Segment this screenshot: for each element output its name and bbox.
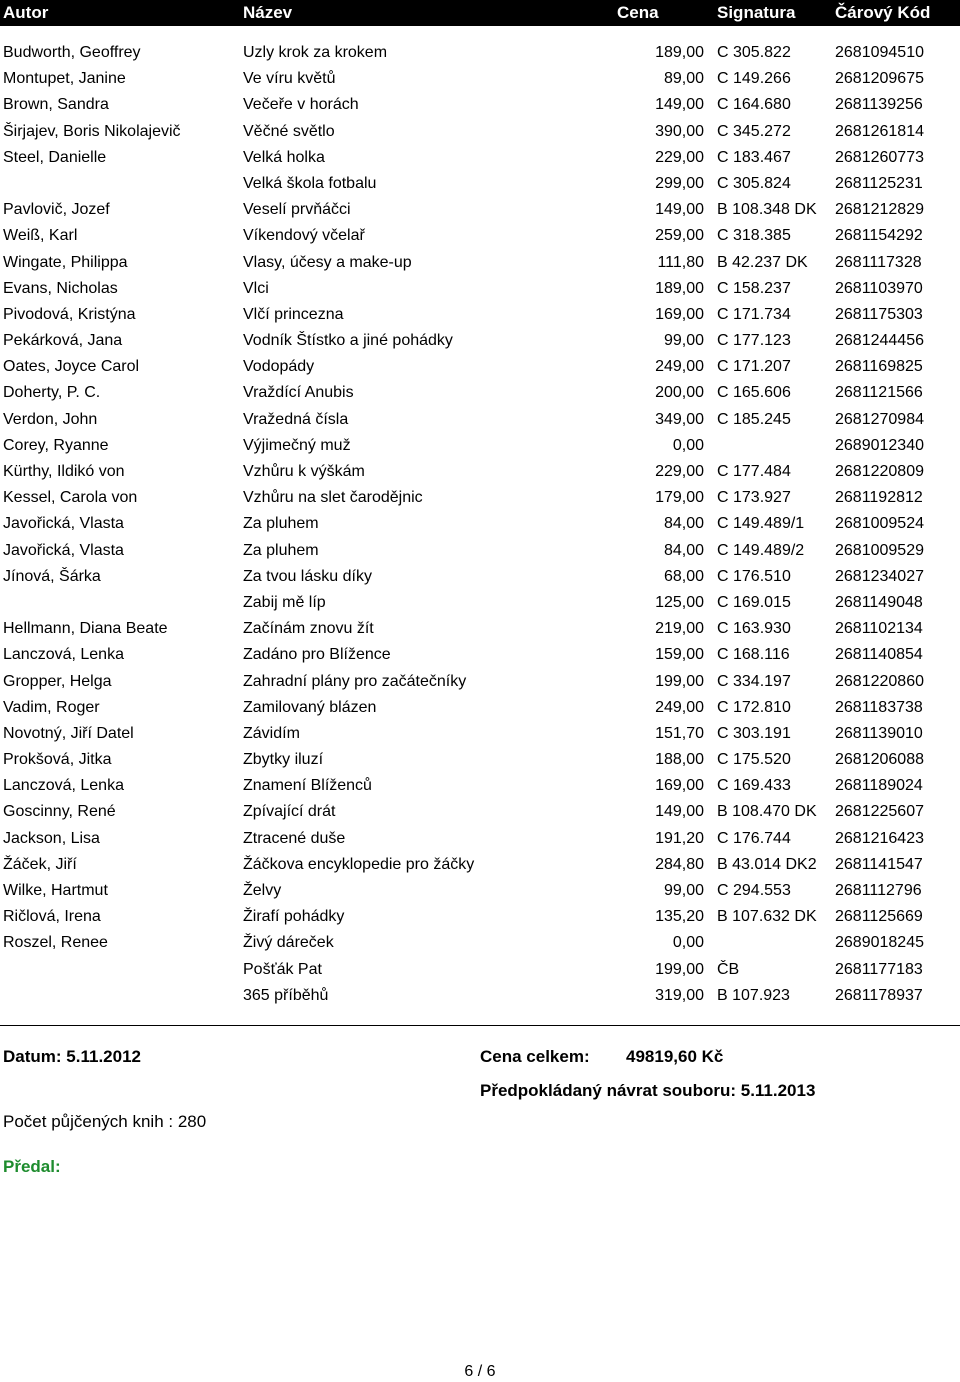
cell-price: 259,00 <box>655 227 704 245</box>
page-number: 6 / 6 <box>464 1363 496 1380</box>
cell-price: 319,00 <box>655 986 704 1004</box>
return-value: 5.11.2013 <box>740 1081 816 1100</box>
cell-author: Lanczová, Lenka <box>3 646 124 664</box>
cell-price: 191,20 <box>655 829 704 847</box>
cell-title: Zpívající drát <box>243 803 336 821</box>
cell-signature: C 318.385 <box>717 227 791 245</box>
cell-signature: C 165.606 <box>717 384 791 402</box>
cell-title: Závidím <box>243 724 300 742</box>
cell-author: Žáček, Jiří <box>3 855 77 873</box>
cell-signature: C 176.510 <box>717 567 791 585</box>
cell-author: Verdon, John <box>3 410 98 428</box>
table-row <box>0 145 960 171</box>
cell-price: 179,00 <box>655 489 704 507</box>
cell-author: Jackson, Lisa <box>3 829 100 847</box>
table-row <box>0 957 960 983</box>
cell-title: Za pluhem <box>243 515 319 533</box>
cell-title: Ztracené duše <box>243 829 346 847</box>
cell-barcode: 2681121566 <box>835 384 923 402</box>
cell-barcode: 2681270984 <box>835 410 924 428</box>
cell-signature: C 173.927 <box>717 489 791 507</box>
cell-barcode: 2681112796 <box>835 882 922 899</box>
cell-price: 89,00 <box>663 70 704 88</box>
cell-author: Pivodová, Kristýna <box>3 305 136 323</box>
cell-title: Znamení Blíženců <box>243 777 372 795</box>
cell-signature: C 158.237 <box>717 279 791 297</box>
cell-author: Steel, Danielle <box>3 148 107 166</box>
cell-title: Velká holka <box>243 148 325 166</box>
table-row <box>0 40 960 66</box>
table-row <box>0 695 960 721</box>
cell-title: Žáčkova encyklopedie pro žáčky <box>243 855 475 873</box>
table-row <box>0 616 960 642</box>
table-row <box>0 538 960 564</box>
cell-author: Vadim, Roger <box>3 698 100 716</box>
cell-barcode: 2681125669 <box>835 908 923 926</box>
cell-signature: C 175.520 <box>717 751 791 769</box>
cell-signature: B 107.632 DK <box>717 908 817 926</box>
cell-barcode: 2681149048 <box>835 593 923 611</box>
cell-signature: C 171.734 <box>717 305 791 323</box>
cell-title: Víkendový včelař <box>243 227 365 245</box>
cell-title: Začínám znovu žít <box>243 620 374 638</box>
table-row <box>0 459 960 485</box>
cell-title: Uzly krok za krokem <box>243 44 388 61</box>
cell-price: 349,00 <box>655 410 704 428</box>
cell-author: Pekárková, Jana <box>3 332 123 350</box>
cell-barcode: 2681103970 <box>835 279 923 297</box>
cell-title: Vzhůru na slet čarodějnic <box>243 489 423 507</box>
cell-title: Ve víru květů <box>243 70 336 88</box>
cell-title: Žirafí pohádky <box>243 908 345 926</box>
cell-barcode: 2681117328 <box>835 253 922 271</box>
cell-price: 149,00 <box>655 201 704 219</box>
table-row <box>0 119 960 145</box>
cell-title: Velká škola fotbalu <box>243 174 377 192</box>
cell-price: 68,00 <box>663 567 704 585</box>
footer-divider <box>0 1025 960 1026</box>
column-header-title: Název <box>243 3 293 22</box>
cell-signature: C 168.116 <box>717 646 790 664</box>
cell-price: 149,00 <box>655 803 704 821</box>
table-row <box>0 380 960 406</box>
cell-signature: C 163.930 <box>717 620 791 638</box>
total-value: 49819,60 Kč <box>626 1047 724 1066</box>
table-row <box>0 197 960 223</box>
cell-signature: C 177.484 <box>717 463 791 480</box>
cell-price: 249,00 <box>655 698 704 716</box>
cell-signature: C 149.489/1 <box>717 515 805 533</box>
cell-author: Goscinny, René <box>3 803 116 821</box>
table-row <box>0 642 960 668</box>
table-row <box>0 171 960 197</box>
cell-barcode: 2689012340 <box>835 436 924 454</box>
cell-signature: C 303.191 <box>717 724 791 742</box>
cell-title: Veselí prvňáčci <box>243 201 351 219</box>
cell-title: Za pluhem <box>243 541 319 559</box>
cell-barcode: 2681139256 <box>835 96 923 114</box>
handed-over-label: Předal: <box>3 1157 61 1176</box>
cell-signature: C 294.553 <box>717 882 791 899</box>
cell-price: 125,00 <box>655 593 704 611</box>
cell-signature: C 164.680 <box>717 96 791 114</box>
cell-signature: B 108.348 DK <box>717 201 817 219</box>
cell-title: Vražedná čísla <box>243 410 349 428</box>
books-count-value: 280 <box>177 1112 207 1131</box>
cell-signature: C 177.123 <box>717 332 791 350</box>
cell-price: 111,80 <box>657 253 704 271</box>
books-count-label: Počet půjčených knih : <box>3 1112 174 1131</box>
return-label: Předpokládaný návrat souboru: <box>480 1081 736 1100</box>
cell-barcode: 2689018245 <box>835 934 924 952</box>
cell-signature: C 334.197 <box>717 672 791 690</box>
cell-author: Montupet, Janine <box>3 70 126 88</box>
column-header-price: Cena <box>617 3 659 22</box>
cell-price: 390,00 <box>655 122 704 140</box>
cell-author: Wilke, Hartmut <box>3 882 108 899</box>
cell-price: 200,00 <box>655 384 704 402</box>
cell-barcode: 2681192812 <box>835 489 923 507</box>
cell-signature: C 169.433 <box>717 777 791 795</box>
cell-author: Pavlovič, Jozef <box>3 201 110 219</box>
cell-title: Želvy <box>243 882 282 899</box>
cell-price: 99,00 <box>663 332 704 350</box>
cell-signature: C 305.824 <box>717 174 791 192</box>
cell-signature: ČB <box>717 960 740 978</box>
cell-signature: C 169.015 <box>717 593 791 611</box>
table-row <box>0 930 960 956</box>
cell-author: Doherty, P. C. <box>3 384 101 402</box>
cell-signature: C 305.822 <box>717 44 791 61</box>
cell-price: 199,00 <box>655 672 704 690</box>
column-header-signature: Signatura <box>717 3 796 22</box>
table-row <box>0 302 960 328</box>
cell-title: Pošťák Pat <box>243 960 322 978</box>
cell-signature: C 149.266 <box>717 70 791 88</box>
cell-author: Hellmann, Diana Beate <box>3 620 168 638</box>
column-header-author: Autor <box>3 3 49 22</box>
cell-barcode: 2681094510 <box>835 44 924 61</box>
cell-author: Kürthy, Ildikó von <box>3 463 125 480</box>
date-row <box>3 1047 141 1067</box>
cell-price: 189,00 <box>655 279 704 297</box>
cell-barcode: 2681189024 <box>835 777 923 795</box>
cell-barcode: 2681216423 <box>835 829 924 847</box>
cell-price: 249,00 <box>655 358 704 376</box>
table-row <box>0 721 960 747</box>
table-row <box>0 223 960 249</box>
cell-barcode: 2681234027 <box>835 567 924 585</box>
table-row <box>0 328 960 354</box>
cell-barcode: 2681220809 <box>835 463 924 480</box>
cell-signature: B 107.923 <box>717 986 790 1004</box>
cell-author: Javořická, Vlasta <box>3 541 124 559</box>
cell-title: Zbytky iluzí <box>243 751 324 769</box>
cell-price: 169,00 <box>655 777 704 795</box>
cell-price: 169,00 <box>655 305 704 323</box>
cell-price: 99,00 <box>663 882 704 899</box>
cell-price: 84,00 <box>663 541 704 559</box>
cell-author: Ričlová, Irena <box>3 908 101 926</box>
cell-barcode: 2681183738 <box>835 698 923 716</box>
return-row <box>480 1081 815 1101</box>
table-row <box>0 564 960 590</box>
cell-title: Vodník Štístko a jiné pohádky <box>243 332 453 350</box>
cell-barcode: 2681260773 <box>835 148 924 166</box>
cell-price: 229,00 <box>655 463 704 480</box>
table-row <box>0 92 960 118</box>
cell-barcode: 2681175303 <box>835 305 923 323</box>
cell-title: Vzhůru k výškám <box>243 463 365 480</box>
cell-barcode: 2681009524 <box>835 515 924 533</box>
cell-author: Prokšová, Jitka <box>3 751 112 769</box>
cell-title: Zamilovaný blázen <box>243 698 377 716</box>
total-label: Cena celkem: <box>480 1047 590 1066</box>
cell-signature: C 172.810 <box>717 698 791 716</box>
cell-price: 84,00 <box>663 515 704 533</box>
table-row <box>0 878 960 904</box>
cell-barcode: 2681225607 <box>835 803 924 821</box>
cell-barcode: 2681141547 <box>835 855 923 873</box>
cell-title: Vlci <box>243 279 269 297</box>
cell-author: Oates, Joyce Carol <box>3 358 140 376</box>
cell-title: Vraždící Anubis <box>243 384 354 402</box>
cell-barcode: 2681206088 <box>835 751 924 769</box>
date-label: Datum: <box>3 1047 62 1066</box>
cell-price: 159,00 <box>655 646 704 664</box>
table-row <box>0 669 960 695</box>
cell-barcode: 2681220860 <box>835 672 924 690</box>
cell-signature: C 171.207 <box>717 358 791 376</box>
cell-title: Vlasy, účesy a make-up <box>243 253 412 271</box>
cell-price: 229,00 <box>655 148 704 166</box>
cell-barcode: 2681261814 <box>835 122 924 140</box>
table-header <box>0 0 960 26</box>
cell-barcode: 2681102134 <box>835 620 923 638</box>
cell-barcode: 2681140854 <box>835 646 923 664</box>
cell-signature: B 108.470 DK <box>717 803 817 821</box>
date-value: 5.11.2012 <box>66 1047 141 1066</box>
cell-author: Javořická, Vlasta <box>3 515 124 533</box>
table-row <box>0 485 960 511</box>
table-row <box>0 250 960 276</box>
cell-barcode: 2681178937 <box>835 986 923 1004</box>
cell-author: Weiß, Karl <box>3 227 78 245</box>
cell-author: Wingate, Philippa <box>3 253 128 271</box>
table-row <box>0 799 960 825</box>
cell-author: Corey, Ryanne <box>3 436 109 454</box>
cell-title: Za tvou lásku díky <box>243 567 372 585</box>
cell-price: 219,00 <box>655 620 704 638</box>
cell-author: Gropper, Helga <box>3 672 112 690</box>
cell-author: Brown, Sandra <box>3 96 109 114</box>
cell-barcode: 2681177183 <box>835 960 923 978</box>
column-header-barcode: Čárový Kód <box>835 3 931 22</box>
table-row <box>0 852 960 878</box>
cell-barcode: 2681244456 <box>835 332 924 350</box>
table-row <box>0 354 960 380</box>
cell-title: Zabij mě líp <box>243 593 326 611</box>
cell-signature: C 149.489/2 <box>717 541 805 559</box>
cell-author: Roszel, Renee <box>3 934 108 952</box>
cell-author: Evans, Nicholas <box>3 279 118 297</box>
cell-barcode: 2681009529 <box>835 541 924 559</box>
cell-barcode: 2681209675 <box>835 70 924 88</box>
table-row <box>0 747 960 773</box>
cell-price: 189,00 <box>655 44 704 61</box>
cell-barcode: 2681169825 <box>835 358 923 376</box>
cell-price: 149,00 <box>655 96 704 114</box>
cell-price: 299,00 <box>655 174 704 192</box>
cell-title: 365 příběhů <box>243 986 329 1004</box>
cell-author: Budworth, Geoffrey <box>3 44 141 61</box>
cell-barcode: 2681125231 <box>835 174 923 192</box>
cell-title: Živý dáreček <box>243 934 334 952</box>
cell-author: Širjajev, Boris Nikolajevič <box>3 122 181 140</box>
cell-signature: C 176.744 <box>717 829 791 847</box>
table-row <box>0 276 960 302</box>
cell-price: 199,00 <box>655 960 704 978</box>
cell-title: Vodopády <box>243 358 315 376</box>
cell-barcode: 2681212829 <box>835 201 924 219</box>
table-row <box>0 433 960 459</box>
cell-price: 0,00 <box>672 934 704 952</box>
cell-price: 151,70 <box>655 724 704 742</box>
cell-signature: B 42.237 DK <box>717 253 808 271</box>
books-count-row <box>3 1112 206 1132</box>
cell-price: 284,80 <box>655 855 704 873</box>
cell-title: Výjimečný muž <box>243 436 351 454</box>
cell-signature: C 345.272 <box>717 122 791 140</box>
table-row <box>0 66 960 92</box>
table-row <box>0 511 960 537</box>
cell-signature: C 183.467 <box>717 148 791 166</box>
table-row <box>0 407 960 433</box>
cell-price: 188,00 <box>655 751 704 769</box>
table-row <box>0 826 960 852</box>
cell-author: Novotný, Jiří Datel <box>3 724 134 742</box>
cell-signature: C 185.245 <box>717 410 791 428</box>
cell-barcode: 2681139010 <box>835 724 923 742</box>
cell-title: Zadáno pro Blížence <box>243 646 391 664</box>
cell-price: 135,20 <box>655 908 704 926</box>
table-row <box>0 983 960 1009</box>
book-list <box>0 40 960 1009</box>
cell-title: Zahradní plány pro začátečníky <box>243 672 467 690</box>
cell-signature: B 43.014 DK2 <box>717 855 817 873</box>
cell-title: Večeře v horách <box>243 96 359 114</box>
cell-title: Vlčí princezna <box>243 305 344 323</box>
cell-author: Jínová, Šárka <box>3 567 101 585</box>
cell-price: 0,00 <box>672 436 704 454</box>
cell-author: Lanczová, Lenka <box>3 777 124 795</box>
table-row <box>0 904 960 930</box>
table-row <box>0 773 960 799</box>
table-row <box>0 590 960 616</box>
cell-title: Věčné světlo <box>243 122 335 140</box>
cell-author: Kessel, Carola von <box>3 489 138 507</box>
cell-barcode: 2681154292 <box>835 227 923 245</box>
